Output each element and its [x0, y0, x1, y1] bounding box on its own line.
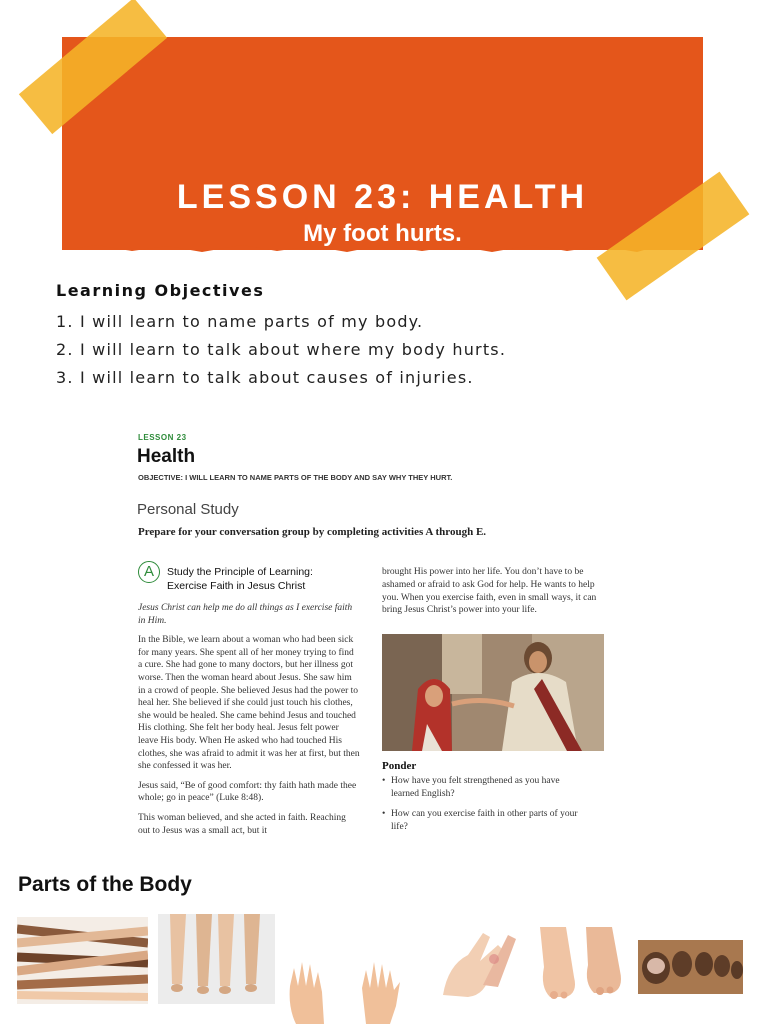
- lesson-subtitle: My foot hurts.: [303, 220, 462, 247]
- book-instruction: Prepare for your conversation group by completing activities A through E.: [138, 526, 487, 538]
- hands-photo: [282, 958, 420, 1024]
- objective-item: 1. I will learn to name parts of my body.: [56, 312, 424, 331]
- ponder-heading: Ponder: [382, 760, 417, 772]
- legs-photo: [158, 914, 275, 1004]
- objectives-heading: Learning Objectives: [56, 281, 265, 300]
- ponder-questions: [382, 775, 582, 841]
- activity-title: Study the Principle of Learning: Exercise Faith in Jesus Christ: [167, 566, 313, 592]
- jesus-healing-photo: [382, 634, 604, 751]
- lesson-title: LESSON 23: HEALTH: [176, 178, 589, 216]
- book-paragraph: Jesus said, “Be of good comfort: thy faith hath made thee whole; go in peace” (Luke 8:48).: [138, 780, 357, 804]
- book-section-heading: Personal Study: [137, 501, 239, 518]
- book-paragraph: This woman believed, and she acted in faith. Reaching out to Jesus was a small act, but it: [138, 812, 346, 836]
- book-lesson-label: LESSON 23: [138, 433, 187, 442]
- activity-marker: A: [138, 561, 160, 583]
- feet-photo: [536, 927, 629, 1001]
- lesson-banner: [62, 37, 703, 250]
- toes-photo: [638, 940, 743, 994]
- objective-item: 3. I will learn to talk about causes of injuries.: [56, 368, 474, 387]
- book-right-paragraph: brought His power into her life. You don’t have to be ashamed or afraid to ask God for help. He wants to help you. When you exercise faith, even in small ways, it can bring Jesus Christ’s power into your life.: [382, 567, 597, 616]
- learning-objectives: [56, 281, 716, 392]
- book-paragraph: In the Bible, we learn about a woman who had been sick for many years. She spent all of her money trying to find a cure. She had gone to many doctors, but her illness got worse. Then the woman heard about Jesus. She saw him in a crowd of people. She believed Jesus had the power to heal her. She believed if she could just touch his clothes, she would be healed. She came behind Jesus and touched His clothing. She felt her body heal. Jesus felt power leave His body. When He asked who had touched His clothes, she was afraid to admit it was her at first, but then she confessed it was her.: [138, 635, 360, 772]
- book-page: [130, 425, 620, 865]
- book-objective: OBJECTIVE: I WILL LEARN TO NAME PARTS OF THE BODY AND SAY WHY THEY HURT.: [138, 473, 453, 482]
- book-left-column: [138, 602, 360, 844]
- book-title: Health: [137, 446, 196, 467]
- parts-heading: Parts of the Body: [18, 873, 192, 896]
- book-paragraph: Jesus Christ can help me do all things as I exercise faith in Him.: [138, 603, 353, 626]
- ponder-question: • How can you exercise faith in other parts of your life?: [382, 808, 582, 833]
- fingers-photo: [438, 925, 523, 999]
- objective-item: 2. I will learn to talk about where my body hurts.: [56, 340, 507, 359]
- arms-photo: [17, 917, 148, 1004]
- ponder-question: • How have you felt strengthened as you have learned English?: [382, 775, 582, 800]
